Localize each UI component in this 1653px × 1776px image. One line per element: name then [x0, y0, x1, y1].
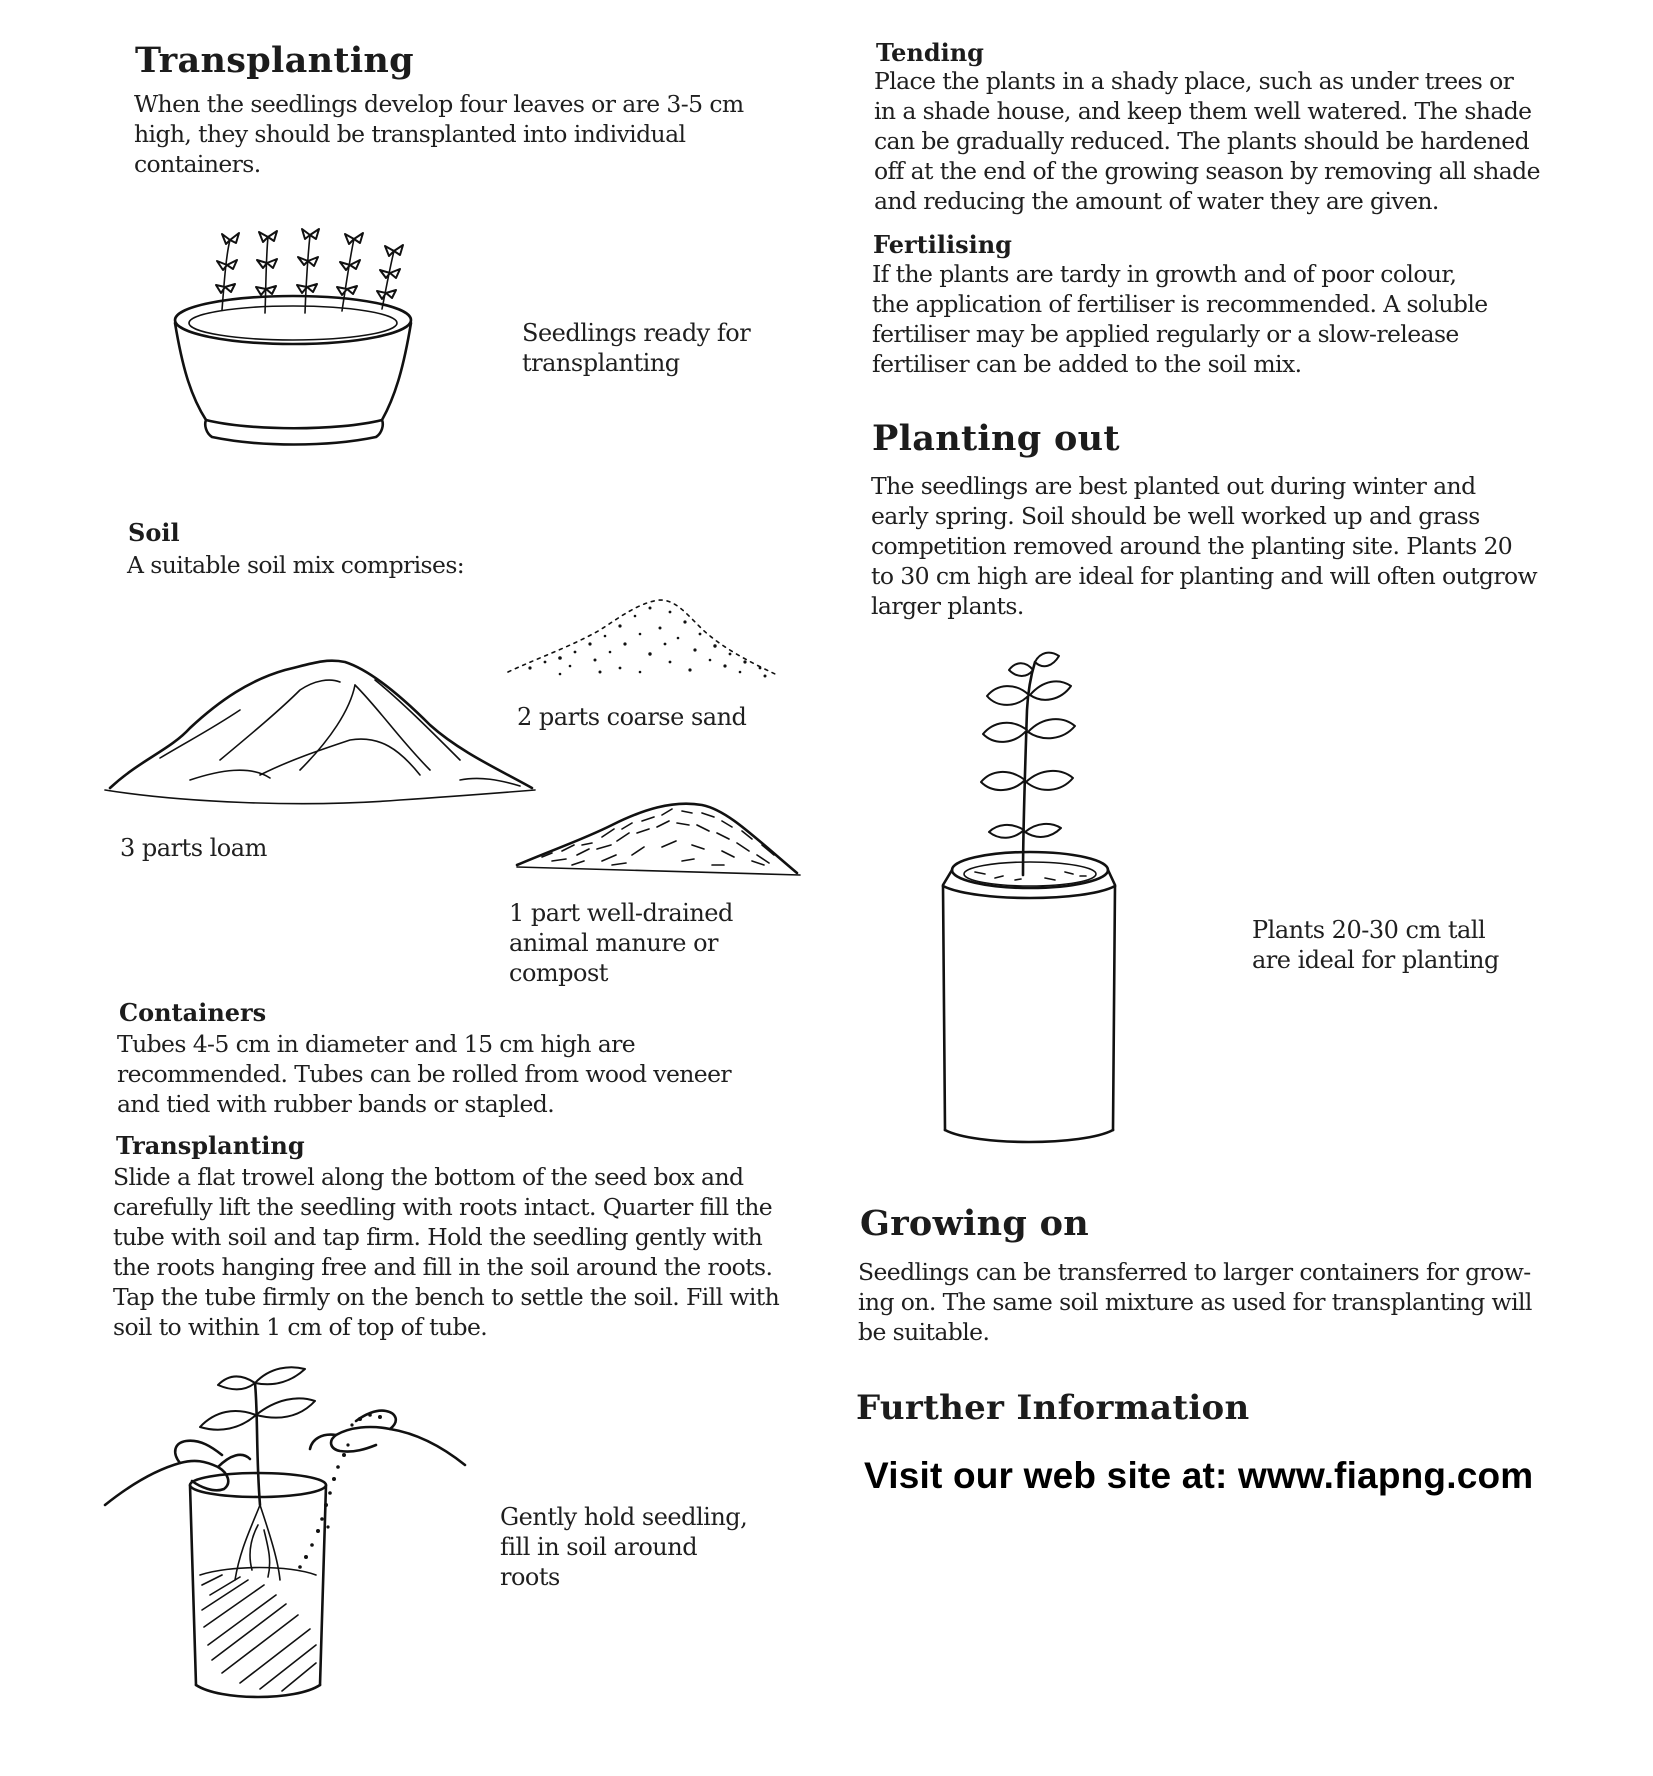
further-info-heading: Further Information	[856, 1388, 1250, 1428]
soil-heading: Soil	[128, 518, 180, 547]
sand-pile-illustration	[500, 592, 780, 682]
transplanting-heading: Transplanting	[135, 40, 414, 81]
website-link[interactable]: Visit our web site at: www.fiapng.com	[864, 1455, 1534, 1496]
containers-text: Tubes 4-5 cm in diameter and 15 cm high are recommended. Tubes can be rolled from wood veneer and tied with rubber bands or stapled.	[117, 1030, 732, 1118]
transplanting2-text: Slide a flat trowel along the bottom of the seed box and carefully lift the seedling with roots intact. Quarter fill the tube with soil and tap firm. Hold the seedling gently with the roots hanging free and fill in the soil around the roots. Tap the tube firmly on the bench to settle the soil. Fill with soil to within 1 cm of top of tube.	[113, 1163, 780, 1341]
tending-heading: Tending	[876, 38, 984, 67]
manure-pile-illustration	[512, 795, 802, 880]
seedling-bowl-illustration	[160, 225, 420, 455]
loam-caption: 3 parts loam	[120, 834, 267, 862]
hands-tube-illustration	[100, 1355, 470, 1725]
containers-heading: Containers	[119, 998, 267, 1027]
transplanting2-heading: Transplanting	[116, 1131, 305, 1160]
sand-caption: 2 parts coarse sand	[517, 703, 747, 731]
manure-caption: 1 part well-drained animal manure or compost	[509, 899, 733, 987]
transplanting-intro: When the seedlings develop four leaves or are 3-5 cm high, they should be transplanted into individual containers.	[134, 90, 744, 178]
growing-on-text: Seedlings can be transferred to larger containers for grow- ing on. The same soil mixture as used for transplanting will be suitable.	[858, 1258, 1532, 1346]
planting-out-text: The seedlings are best planted out during winter and early spring. Soil should be well worked up and grass competition removed around the planting site. Plants 20 to 30 cm high are ideal for planting and will often outgrow larger plants.	[871, 472, 1538, 620]
soil-intro: A suitable soil mix comprises:	[127, 551, 465, 579]
plants-caption: Plants 20-30 cm tall are ideal for planting	[1252, 916, 1499, 974]
potted-plant-illustration	[935, 650, 1125, 1150]
hold-caption: Gently hold seedling, fill in soil around roots	[500, 1503, 748, 1591]
growing-on-heading: Growing on	[860, 1203, 1089, 1244]
fertilising-heading: Fertilising	[873, 230, 1012, 259]
loam-pile-illustration	[100, 640, 540, 815]
seedlings-caption: Seedlings ready for transplanting	[522, 319, 751, 377]
planting-out-heading: Planting out	[872, 418, 1120, 459]
tending-text: Place the plants in a shady place, such as under trees or in a shade house, and keep them well watered. The shade can be gradually reduced. The plants should be hardened off at the end of the growing season by removing all shade and reducing the amount of water they are given.	[874, 67, 1540, 215]
fertilising-text: If the plants are tardy in growth and of poor colour, the application of fertiliser is recommended. A soluble fertiliser may be applied regularly or a slow-release fertiliser can be added to the soil mix.	[872, 260, 1488, 378]
